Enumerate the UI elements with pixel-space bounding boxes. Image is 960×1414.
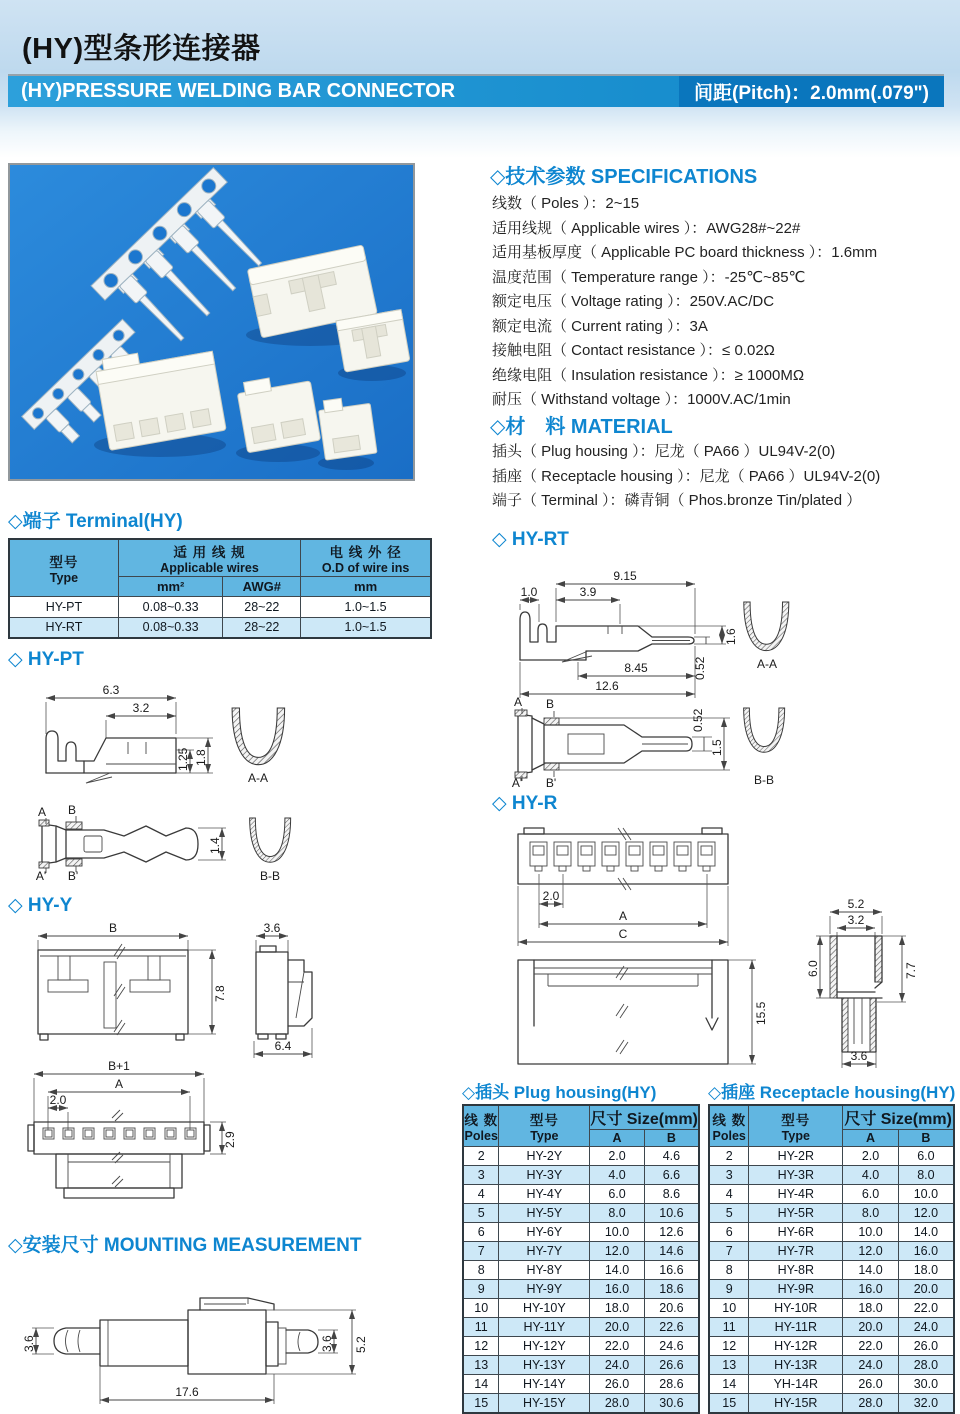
material-heading: ◇材 料 MATERIAL <box>490 416 673 438</box>
hy-pt-section-aa <box>232 708 285 785</box>
table-cell: 9 <box>709 1280 749 1299</box>
table-cell: 24.0 <box>843 1356 899 1375</box>
table-row <box>463 1242 699 1261</box>
table-cell: 16.0 <box>843 1280 899 1299</box>
table-cell: HY-6Y <box>499 1223 590 1242</box>
hy-rt-heading: ◇ HY-RT <box>492 529 569 550</box>
table-row <box>463 1375 699 1394</box>
table-cell: 4.0 <box>843 1166 899 1185</box>
table-cell: 24.0 <box>590 1356 645 1375</box>
table-cell: 5 <box>463 1204 499 1223</box>
dim-label: 3.6 <box>263 921 281 935</box>
table-cell: 6.6 <box>644 1166 699 1185</box>
dim-label: 3.6 <box>320 1335 334 1352</box>
table-cell: 30.0 <box>898 1375 954 1394</box>
table-cell: 16.0 <box>590 1280 645 1299</box>
dim-label: C <box>618 927 628 941</box>
table-row <box>9 617 431 638</box>
table-row <box>463 1204 699 1223</box>
table-cell: HY-13R <box>749 1356 843 1375</box>
material-item: 插座（ Receptacle housing ）：尼龙（ PA66 ）UL94V-2(0) <box>492 467 881 485</box>
hy-pt-drawing <box>8 676 453 888</box>
table-cell: 10 <box>463 1299 499 1318</box>
material-item: 端子（ Terminal ）：磷青铜（ Phos.bronze Tin/plated ） <box>492 492 862 509</box>
header-bar <box>8 74 944 107</box>
table-cell: 4 <box>463 1185 499 1204</box>
table-cell: 2.0 <box>590 1147 645 1166</box>
dim-label: 7.8 <box>213 985 227 1002</box>
point-label: A <box>37 805 47 819</box>
table-cell: 26.0 <box>843 1375 899 1394</box>
table-row <box>709 1223 954 1242</box>
dim-label: 9.15 <box>613 569 637 583</box>
table-cell: 22.0 <box>898 1299 954 1318</box>
hy-y-bottom-view <box>28 1059 237 1198</box>
table-cell: HY-3R <box>749 1166 843 1185</box>
table-row <box>709 1147 954 1166</box>
table-cell: 8.0 <box>590 1204 645 1223</box>
table-cell: 18.0 <box>590 1299 645 1318</box>
col-awg: AWG# <box>223 576 301 596</box>
table-cell: HY-2Y <box>499 1147 590 1166</box>
spec-item: 线数（ Poles ）：2~15 <box>492 195 640 212</box>
table-cell: 26.6 <box>644 1356 699 1375</box>
hy-rt-drawing <box>490 558 955 788</box>
col-type: 型号 Type <box>749 1105 843 1147</box>
dim-label: 5.2 <box>847 897 865 911</box>
table-cell: 12 <box>463 1337 499 1356</box>
table-cell: YH-14R <box>749 1375 843 1394</box>
table-row <box>463 1185 699 1204</box>
table-cell: 12.0 <box>898 1204 954 1223</box>
table-cell: 24.6 <box>644 1337 699 1356</box>
table-row <box>709 1356 954 1375</box>
spec-item: 温度范围（ Temperature range ）：-25℃~85℃ <box>492 268 806 286</box>
table-cell: HY-8Y <box>499 1261 590 1280</box>
col-size: 尺寸 Size(mm) <box>590 1105 699 1130</box>
table-cell: 7 <box>709 1242 749 1261</box>
terminal-table <box>8 538 432 639</box>
receptacle-housing-heading: ◇插座 Receptacle housing(HY) <box>708 1083 956 1102</box>
table-cell: 28.6 <box>644 1375 699 1394</box>
table-cell: 32.0 <box>898 1394 954 1413</box>
table-cell: 12.6 <box>644 1223 699 1242</box>
point-label: B' <box>545 776 557 790</box>
plug-housing-table <box>462 1104 700 1414</box>
dim-label: 0.52 <box>691 708 705 732</box>
dim-label: 1.0 <box>520 585 538 599</box>
table-cell: HY-11Y <box>499 1318 590 1337</box>
table-cell: 14 <box>463 1375 499 1394</box>
page-title: (HY)型条形连接器 <box>22 33 261 65</box>
table-cell: HY-RT <box>9 617 118 638</box>
table-cell: 14.0 <box>843 1261 899 1280</box>
table-cell: 8.0 <box>898 1166 954 1185</box>
table-cell: HY-14Y <box>499 1375 590 1394</box>
table-cell: 14 <box>709 1375 749 1394</box>
hy-pt-top-view <box>36 803 226 883</box>
dim-label: 5.2 <box>354 1336 368 1353</box>
table-cell: 14.0 <box>590 1261 645 1280</box>
table-cell: 24.0 <box>898 1318 954 1337</box>
table-row <box>709 1204 954 1223</box>
table-row <box>709 1394 954 1413</box>
table-cell: HY-4Y <box>499 1185 590 1204</box>
dim-label: 2.9 <box>223 1131 237 1148</box>
table-cell: 18.6 <box>644 1280 699 1299</box>
housing-receptacle-small <box>336 309 410 372</box>
hy-rt-side-view <box>520 569 738 698</box>
hy-pt-side-view <box>46 683 213 783</box>
table-cell: 8 <box>463 1261 499 1280</box>
table-cell: 1.0~1.5 <box>301 596 431 617</box>
table-cell: 12.0 <box>843 1242 899 1261</box>
table-cell: HY-PT <box>9 596 118 617</box>
table-cell: 10.0 <box>843 1223 899 1242</box>
dim-label: 3.6 <box>22 1335 36 1352</box>
table-cell: 20.6 <box>644 1299 699 1318</box>
hy-pt-heading: ◇ HY-PT <box>8 649 84 670</box>
table-cell: 13 <box>709 1356 749 1375</box>
table-cell: 18.0 <box>843 1299 899 1318</box>
dim-label: 3.9 <box>579 585 597 599</box>
table-cell: 11 <box>709 1318 749 1337</box>
hy-pt-section-bb <box>250 818 291 883</box>
spec-item: 耐压（ Withstand voltage ）：1000V.AC/1min <box>492 391 791 408</box>
table-cell: 22.0 <box>843 1337 899 1356</box>
terminal-heading: ◇端子 Terminal(HY) <box>8 511 183 532</box>
table-cell: HY-7R <box>749 1242 843 1261</box>
dim-label: 3.6 <box>850 1049 868 1063</box>
spec-item: 绝缘电阻（ Insulation resistance ）：≥ 1000MΩ <box>492 366 805 384</box>
plug-housing-heading: ◇插头 Plug housing(HY) <box>462 1083 657 1102</box>
col-type: 型号 Type <box>9 539 118 596</box>
table-cell: 10.6 <box>644 1204 699 1223</box>
col-size-a: A <box>590 1130 645 1147</box>
hy-rt-top-view <box>512 695 730 790</box>
table-row <box>709 1375 954 1394</box>
specifications-list <box>492 192 877 413</box>
table-row <box>9 596 431 617</box>
table-cell: 10 <box>709 1299 749 1318</box>
pitch-badge: 间距(Pitch)：2.0mm(.079") <box>679 76 944 107</box>
table-row <box>463 1223 699 1242</box>
col-type: 型号 Type <box>499 1105 590 1147</box>
dim-label: 12.6 <box>595 679 619 693</box>
dim-label: B+1 <box>108 1059 130 1073</box>
table-cell: 28.0 <box>898 1356 954 1375</box>
dim-label: 2.0 <box>49 1093 67 1107</box>
table-cell: 16.6 <box>644 1261 699 1280</box>
table-cell: 8 <box>709 1261 749 1280</box>
table-cell: 6 <box>709 1223 749 1242</box>
table-cell: 6 <box>463 1223 499 1242</box>
table-cell: HY-2R <box>749 1147 843 1166</box>
dim-label: 6.3 <box>102 683 120 697</box>
table-cell: 1.0~1.5 <box>301 617 431 638</box>
table-cell: HY-4R <box>749 1185 843 1204</box>
table-cell: 28.0 <box>590 1394 645 1413</box>
table-row <box>709 1185 954 1204</box>
table-cell: 22.0 <box>590 1337 645 1356</box>
spec-item: 额定电压（ Voltage rating ）：250V.AC/DC <box>492 293 775 310</box>
dim-label: 17.6 <box>175 1385 199 1399</box>
table-cell: 8.0 <box>843 1204 899 1223</box>
table-row <box>709 1261 954 1280</box>
table-row <box>709 1299 954 1318</box>
table-cell: 12 <box>709 1337 749 1356</box>
dim-label: 8.45 <box>624 661 648 675</box>
dim-label: A <box>114 1077 124 1091</box>
product-photo <box>8 163 415 481</box>
dim-label: 3.2 <box>847 913 865 927</box>
hy-y-side-view <box>254 921 312 1058</box>
dim-label: 0.52 <box>693 656 707 680</box>
table-row <box>463 1299 699 1318</box>
table-cell: 4.6 <box>644 1147 699 1166</box>
table-cell: HY-8R <box>749 1261 843 1280</box>
spec-item: 接触电阻（ Contact resistance ）：≤ 0.02Ω <box>492 342 775 359</box>
table-row <box>709 1280 954 1299</box>
table-cell: HY-6R <box>749 1223 843 1242</box>
col-mm2: mm² <box>118 576 223 596</box>
dim-label: B <box>108 921 118 935</box>
table-cell: 18.0 <box>898 1261 954 1280</box>
table-cell: 30.6 <box>644 1394 699 1413</box>
col-size-b: B <box>898 1130 954 1147</box>
table-cell: 6.0 <box>898 1147 954 1166</box>
table-cell: 20.0 <box>843 1318 899 1337</box>
table-cell: 10.0 <box>898 1185 954 1204</box>
dim-label: 3.2 <box>132 701 150 715</box>
col-applicable-wires: 适 用 线 规 Applicable wires <box>118 539 300 576</box>
table-cell: 28~22 <box>223 596 301 617</box>
section-label: B-B <box>753 773 775 787</box>
hy-y-heading: ◇ HY-Y <box>8 895 73 916</box>
table-row <box>463 1166 699 1185</box>
section-label: A-A <box>247 771 269 785</box>
table-cell: 0.08~0.33 <box>118 617 223 638</box>
table-cell: 20.0 <box>590 1318 645 1337</box>
table-cell: 28~22 <box>223 617 301 638</box>
table-cell: 16.0 <box>898 1242 954 1261</box>
table-cell: 13 <box>463 1356 499 1375</box>
table-cell: 28.0 <box>843 1394 899 1413</box>
table-cell: HY-11R <box>749 1318 843 1337</box>
table-row <box>709 1337 954 1356</box>
point-label: B <box>545 697 555 711</box>
table-cell: HY-15R <box>749 1394 843 1413</box>
point-label: A <box>513 695 523 709</box>
header-subtitle: (HY)PRESSURE WELDING BAR CONNECTOR <box>21 80 456 102</box>
col-mm: mm <box>301 576 431 596</box>
hy-r-heading: ◇ HY-R <box>492 793 558 814</box>
table-cell: 6.0 <box>590 1185 645 1204</box>
table-row <box>709 1242 954 1261</box>
product-photo-illustration <box>10 165 413 479</box>
table-row <box>463 1280 699 1299</box>
table-cell: HY-10Y <box>499 1299 590 1318</box>
table-cell: 2.0 <box>843 1147 899 1166</box>
section-label: B-B <box>259 869 281 883</box>
table-cell: HY-9R <box>749 1280 843 1299</box>
point-label: A' <box>35 869 47 883</box>
dim-label: 1.25 <box>176 747 190 771</box>
receptacle-housing-table <box>708 1104 955 1414</box>
point-label: B <box>67 803 77 817</box>
dim-label: 1.5 <box>710 739 724 756</box>
table-cell: HY-7Y <box>499 1242 590 1261</box>
dim-label: 7.7 <box>904 962 918 979</box>
table-cell: 26.0 <box>590 1375 645 1394</box>
table-cell: 11 <box>463 1318 499 1337</box>
table-cell: 2 <box>463 1147 499 1166</box>
table-row <box>709 1318 954 1337</box>
col-size-b: B <box>644 1130 699 1147</box>
table-row <box>463 1147 699 1166</box>
table-cell: 15 <box>709 1394 749 1413</box>
table-cell: 3 <box>463 1166 499 1185</box>
col-size: 尺寸 Size(mm) <box>843 1105 954 1130</box>
table-cell: 5 <box>709 1204 749 1223</box>
table-row <box>709 1166 954 1185</box>
material-list <box>492 440 880 514</box>
table-cell: 14.0 <box>898 1223 954 1242</box>
table-cell: 12.0 <box>590 1242 645 1261</box>
hy-r-side-section <box>806 897 918 1068</box>
table-cell: HY-3Y <box>499 1166 590 1185</box>
table-cell: HY-13Y <box>499 1356 590 1375</box>
dim-label: A <box>618 909 628 923</box>
table-cell: HY-5Y <box>499 1204 590 1223</box>
hy-y-front-view <box>38 921 227 1040</box>
table-cell: 22.6 <box>644 1318 699 1337</box>
dim-label: 1.6 <box>724 628 738 645</box>
table-cell: HY-5R <box>749 1204 843 1223</box>
table-cell: HY-15Y <box>499 1394 590 1413</box>
table-row <box>463 1318 699 1337</box>
table-cell: 26.0 <box>898 1337 954 1356</box>
dim-label: 1.4 <box>208 837 222 854</box>
spec-item: 适用线规（ Applicable wires ）：AWG28#~22# <box>492 219 801 237</box>
col-poles: 线 数 Poles <box>709 1105 749 1147</box>
dim-label: 1.8 <box>194 749 208 766</box>
table-cell: HY-12R <box>749 1337 843 1356</box>
mounting-side-view <box>22 1298 368 1404</box>
material-item: 插头（ Plug housing ）：尼龙（ PA66 ）UL94V-2(0) <box>492 443 836 460</box>
table-cell: HY-10R <box>749 1299 843 1318</box>
section-label: A-A <box>756 657 778 671</box>
dim-label: 6.4 <box>274 1039 292 1053</box>
dim-label: 15.5 <box>754 1001 768 1025</box>
table-row <box>463 1394 699 1413</box>
hy-r-front-view <box>518 960 768 1064</box>
point-label: A' <box>511 776 523 790</box>
table-cell: HY-9Y <box>499 1280 590 1299</box>
hy-r-top-view <box>518 828 728 946</box>
table-cell: 2 <box>709 1147 749 1166</box>
table-cell: 0.08~0.33 <box>118 596 223 617</box>
table-cell: 10.0 <box>590 1223 645 1242</box>
table-cell: 20.0 <box>898 1280 954 1299</box>
spec-item: 额定电流（ Current rating ）：3A <box>492 317 708 335</box>
table-cell: 6.0 <box>843 1185 899 1204</box>
col-poles: 线 数 Poles <box>463 1105 499 1147</box>
table-cell: 4.0 <box>590 1166 645 1185</box>
spec-item: 适用基板厚度（ Applicable PC board thickness ）：1.6mm <box>492 244 878 261</box>
table-cell: HY-12Y <box>499 1337 590 1356</box>
col-size-a: A <box>843 1130 899 1147</box>
table-cell: 7 <box>463 1242 499 1261</box>
hy-rt-section-aa <box>744 602 789 671</box>
table-row <box>463 1337 699 1356</box>
point-label: B' <box>67 869 79 883</box>
dim-label: 2.0 <box>542 889 560 903</box>
hy-y-drawing <box>8 922 448 1230</box>
dim-label: 6.0 <box>806 960 820 977</box>
table-cell: 4 <box>709 1185 749 1204</box>
table-cell: 9 <box>463 1280 499 1299</box>
hy-rt-section-bb <box>744 708 785 787</box>
mounting-heading: ◇安装尺寸 MOUNTING MEASUREMENT <box>8 1235 362 1256</box>
specifications-heading: ◇技术参数 SPECIFICATIONS <box>490 166 758 188</box>
mounting-drawing <box>8 1258 453 1414</box>
table-row <box>463 1261 699 1280</box>
hy-r-drawing <box>490 820 955 1075</box>
table-cell: 15 <box>463 1394 499 1413</box>
table-cell: 3 <box>709 1166 749 1185</box>
table-cell: 8.6 <box>644 1185 699 1204</box>
col-od: 电 线 外 径 O.D of wire ins <box>301 539 431 576</box>
table-cell: 14.6 <box>644 1242 699 1261</box>
table-row <box>463 1356 699 1375</box>
